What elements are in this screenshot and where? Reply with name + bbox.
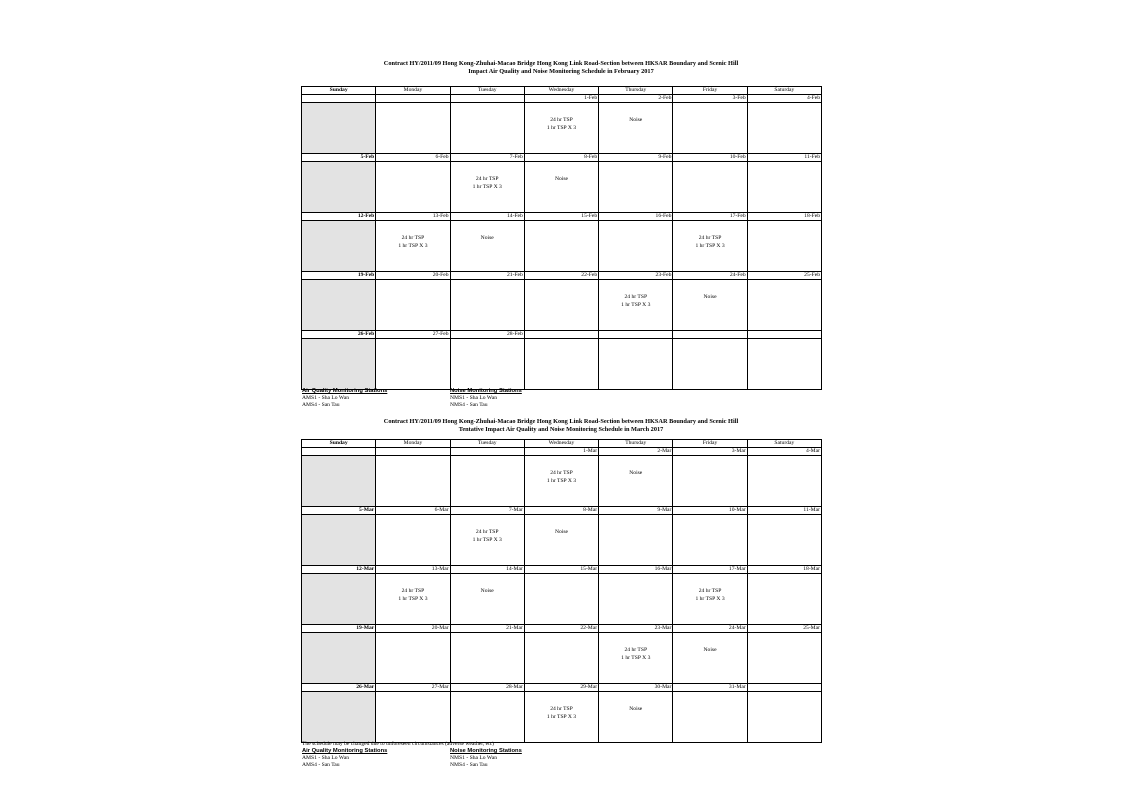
event-cell	[376, 280, 450, 331]
date-cell	[302, 95, 376, 103]
monitoring-event: 24 hr TSP 1 hr TSP X 3	[546, 706, 577, 720]
monitoring-event: 24 hr TSP 1 hr TSP X 3	[546, 117, 577, 131]
date-cell: 21-Mar	[450, 625, 524, 633]
events-row	[302, 456, 822, 507]
date-cell: 6-Feb	[376, 154, 450, 162]
noise-station-item: NMS1 - Sha Lo Wan	[450, 395, 497, 401]
date-cell: 17-Feb	[673, 213, 747, 221]
date-row	[302, 448, 822, 456]
date-cell	[302, 448, 376, 456]
monitoring-event: 24 hr TSP 1 hr TSP X 3	[695, 235, 725, 249]
event-cell	[524, 162, 598, 213]
event-cell	[747, 221, 821, 272]
date-cell: 11-Feb	[747, 154, 821, 162]
date-cell: 29-Mar	[524, 684, 598, 692]
air-legend-header: Air Quality Monitoring Stations	[302, 388, 388, 394]
feb-calendar-table	[301, 86, 822, 390]
date-cell: 5-Mar	[302, 507, 376, 515]
event-cell	[599, 574, 673, 625]
date-cell: 10-Feb	[673, 154, 747, 162]
event-cell	[302, 456, 376, 507]
weekday-header: Thursday	[599, 440, 673, 448]
event-cell	[599, 339, 673, 390]
events-row	[302, 515, 822, 566]
air-station-item: AMS4 - San Tau	[302, 402, 340, 408]
event-cell	[524, 280, 598, 331]
date-cell: 3-Mar	[673, 448, 747, 456]
events-row	[302, 280, 822, 331]
event-cell	[450, 692, 524, 743]
event-cell	[747, 692, 821, 743]
monitoring-event: 24 hr TSP 1 hr TSP X 3	[398, 235, 428, 249]
date-cell	[747, 684, 821, 692]
date-cell: 10-Mar	[673, 507, 747, 515]
event-cell	[747, 456, 821, 507]
events-row	[302, 221, 822, 272]
air-legend-header: Air Quality Monitoring Stations	[302, 748, 388, 754]
event-cell	[376, 339, 450, 390]
monitoring-event: 24 hr TSP 1 hr TSP X 3	[398, 588, 428, 602]
date-cell: 2-Mar	[599, 448, 673, 456]
event-cell	[747, 574, 821, 625]
event-cell	[450, 633, 524, 684]
event-cell	[599, 692, 673, 743]
date-cell: 2-Feb	[599, 95, 673, 103]
event-cell	[376, 221, 450, 272]
date-row	[302, 154, 822, 162]
event-cell	[673, 103, 747, 154]
monitoring-event: Noise	[703, 294, 717, 300]
events-row	[302, 162, 822, 213]
date-cell: 16-Mar	[599, 566, 673, 574]
events-row	[302, 633, 822, 684]
date-row	[302, 272, 822, 280]
date-cell: 23-Feb	[599, 272, 673, 280]
event-cell	[302, 339, 376, 390]
event-cell	[524, 633, 598, 684]
date-cell: 15-Feb	[524, 213, 598, 221]
feb-title-month: Impact Air Quality and Noise Monitoring Schedule in February 2017	[468, 68, 654, 75]
event-cell	[450, 103, 524, 154]
event-cell	[450, 280, 524, 331]
date-cell: 7-Mar	[450, 507, 524, 515]
monitoring-event: 24 hr TSP 1 hr TSP X 3	[621, 647, 651, 661]
event-cell	[524, 692, 598, 743]
date-row	[302, 507, 822, 515]
event-cell	[673, 456, 747, 507]
date-cell: 21-Feb	[450, 272, 524, 280]
monitoring-event: 24 hr TSP 1 hr TSP X 3	[695, 588, 725, 602]
date-cell: 24-Feb	[673, 272, 747, 280]
event-cell	[376, 103, 450, 154]
date-cell: 19-Feb	[302, 272, 376, 280]
event-cell	[302, 692, 376, 743]
monitoring-event: 24 hr TSP 1 hr TSP X 3	[621, 294, 651, 308]
date-row	[302, 95, 822, 103]
weekday-header-row	[302, 87, 822, 95]
event-cell	[302, 574, 376, 625]
weekday-header: Friday	[673, 87, 747, 95]
date-cell	[673, 331, 747, 339]
event-cell	[450, 456, 524, 507]
event-cell	[524, 221, 598, 272]
event-cell	[599, 515, 673, 566]
event-cell	[673, 221, 747, 272]
date-cell: 9-Feb	[599, 154, 673, 162]
date-cell: 13-Mar	[376, 566, 450, 574]
date-cell: 31-Mar	[673, 684, 747, 692]
noise-station-item: NMS4 - San Tau	[450, 402, 488, 408]
air-station-item: AMS4 - San Tau	[302, 762, 340, 768]
monitoring-event: Noise	[480, 588, 494, 594]
date-cell: 25-Feb	[747, 272, 821, 280]
event-cell	[599, 456, 673, 507]
date-cell: 14-Mar	[450, 566, 524, 574]
date-row	[302, 684, 822, 692]
date-cell	[450, 448, 524, 456]
date-cell: 28-Feb	[450, 331, 524, 339]
date-row	[302, 331, 822, 339]
noise-legend-header: Noise Monitoring Stations	[450, 748, 522, 754]
event-cell	[524, 456, 598, 507]
event-cell	[673, 574, 747, 625]
event-cell	[673, 339, 747, 390]
monitoring-event: Noise	[629, 117, 643, 123]
date-cell: 4-Feb	[747, 95, 821, 103]
monitoring-event: 24 hr TSP 1 hr TSP X 3	[546, 470, 577, 484]
air-station-item: AMS1 - Sha Lo Wan	[302, 755, 349, 761]
event-cell	[747, 280, 821, 331]
event-cell	[376, 692, 450, 743]
event-cell	[524, 574, 598, 625]
event-cell	[673, 515, 747, 566]
feb-air-legend	[302, 388, 387, 409]
events-row	[302, 574, 822, 625]
weekday-header: Monday	[376, 440, 450, 448]
date-row	[302, 213, 822, 221]
event-cell	[524, 103, 598, 154]
mar-schedule-title	[300, 418, 822, 434]
event-cell	[376, 633, 450, 684]
mar-calendar-table	[301, 439, 822, 743]
event-cell	[302, 515, 376, 566]
date-cell	[599, 331, 673, 339]
date-cell: 27-Feb	[376, 331, 450, 339]
date-cell: 30-Mar	[599, 684, 673, 692]
event-cell	[302, 280, 376, 331]
date-cell: 12-Feb	[302, 213, 376, 221]
weekday-header: Wednesday	[524, 440, 598, 448]
date-cell: 28-Mar	[450, 684, 524, 692]
date-cell	[747, 331, 821, 339]
date-cell: 3-Feb	[673, 95, 747, 103]
weekday-header: Saturday	[747, 87, 821, 95]
date-cell: 4-Mar	[747, 448, 821, 456]
date-cell	[450, 95, 524, 103]
event-cell	[673, 633, 747, 684]
date-cell	[524, 331, 598, 339]
date-row	[302, 566, 822, 574]
weekday-header: Sunday	[302, 440, 376, 448]
event-cell	[302, 633, 376, 684]
event-cell	[673, 162, 747, 213]
date-cell: 25-Mar	[747, 625, 821, 633]
weekday-header: Sunday	[302, 87, 376, 95]
noise-station-item: NMS4 - San Tau	[450, 762, 488, 768]
date-cell	[376, 448, 450, 456]
monitoring-event: Noise	[480, 235, 494, 241]
monitoring-event: Noise	[629, 470, 643, 476]
event-cell	[599, 633, 673, 684]
air-station-item: AMS1 - Sha Lo Wan	[302, 395, 349, 401]
date-cell: 11-Mar	[747, 507, 821, 515]
monitoring-event: Noise	[554, 529, 569, 535]
date-cell: 17-Mar	[673, 566, 747, 574]
date-cell: 14-Feb	[450, 213, 524, 221]
feb-schedule-title	[300, 60, 822, 76]
schedule-footnote: The schedule may be changed due to unforeseen circumstances (adverse weather, etc)	[302, 741, 495, 747]
mar-noise-legend	[450, 748, 522, 769]
event-cell	[376, 574, 450, 625]
date-cell: 8-Feb	[524, 154, 598, 162]
event-cell	[450, 339, 524, 390]
event-cell	[376, 515, 450, 566]
feb-noise-legend	[450, 388, 522, 409]
event-cell	[450, 515, 524, 566]
date-cell: 26-Mar	[302, 684, 376, 692]
noise-station-item: NMS1 - Sha Lo Wan	[450, 755, 497, 761]
date-cell: 20-Feb	[376, 272, 450, 280]
events-row	[302, 103, 822, 154]
event-cell	[302, 221, 376, 272]
weekday-header: Tuesday	[450, 440, 524, 448]
date-cell: 18-Mar	[747, 566, 821, 574]
monitoring-event: Noise	[629, 706, 643, 712]
date-cell: 27-Mar	[376, 684, 450, 692]
date-cell: 8-Mar	[524, 507, 598, 515]
mar-title-contract: Contract HY/2011/09 Hong Kong-Zhuhai-Macao Bridge Hong Kong Link Road-Section between HKSAR Boundary and Scenic Hill	[383, 418, 739, 425]
noise-legend-header: Noise Monitoring Stations	[450, 388, 522, 394]
event-cell	[376, 162, 450, 213]
event-cell	[599, 280, 673, 331]
event-cell	[747, 103, 821, 154]
date-cell: 15-Mar	[524, 566, 598, 574]
date-cell: 23-Mar	[599, 625, 673, 633]
event-cell	[524, 339, 598, 390]
weekday-header: Monday	[376, 87, 450, 95]
monitoring-event: Noise	[554, 176, 569, 182]
date-row	[302, 625, 822, 633]
date-cell: 22-Feb	[524, 272, 598, 280]
date-cell: 16-Feb	[599, 213, 673, 221]
date-cell: 24-Mar	[673, 625, 747, 633]
date-cell: 20-Mar	[376, 625, 450, 633]
event-cell	[599, 162, 673, 213]
event-cell	[524, 515, 598, 566]
monitoring-event: 24 hr TSP 1 hr TSP X 3	[472, 176, 502, 190]
event-cell	[376, 456, 450, 507]
date-cell: 12-Mar	[302, 566, 376, 574]
mar-title-month: Tentative Impact Air Quality and Noise Monitoring Schedule in March 2017	[458, 426, 664, 433]
event-cell	[747, 515, 821, 566]
date-cell: 6-Mar	[376, 507, 450, 515]
date-cell	[376, 95, 450, 103]
weekday-header: Saturday	[747, 440, 821, 448]
weekday-header: Wednesday	[524, 87, 598, 95]
event-cell	[599, 221, 673, 272]
monitoring-event: Noise	[703, 647, 717, 653]
monitoring-event: 24 hr TSP 1 hr TSP X 3	[472, 529, 502, 543]
events-row	[302, 692, 822, 743]
date-cell: 26-Feb	[302, 331, 376, 339]
event-cell	[747, 339, 821, 390]
date-cell: 18-Feb	[747, 213, 821, 221]
weekday-header-row	[302, 440, 822, 448]
event-cell	[450, 221, 524, 272]
date-cell: 5-Feb	[302, 154, 376, 162]
event-cell	[450, 574, 524, 625]
weekday-header: Tuesday	[450, 87, 524, 95]
event-cell	[673, 692, 747, 743]
events-row	[302, 339, 822, 390]
date-cell: 22-Mar	[524, 625, 598, 633]
event-cell	[673, 280, 747, 331]
feb-title-contract: Contract HY/2011/09 Hong Kong-Zhuhai-Macao Bridge Hong Kong Link Road-Section between HKSAR Boundary and Scenic Hill	[383, 60, 739, 67]
event-cell	[302, 162, 376, 213]
date-cell: 13-Feb	[376, 213, 450, 221]
date-cell: 1-Mar	[524, 448, 598, 456]
date-cell: 1-Feb	[524, 95, 598, 103]
event-cell	[747, 633, 821, 684]
date-cell: 7-Feb	[450, 154, 524, 162]
event-cell	[747, 162, 821, 213]
weekday-header: Thursday	[599, 87, 673, 95]
event-cell	[599, 103, 673, 154]
event-cell	[302, 103, 376, 154]
mar-air-legend	[302, 748, 387, 769]
date-cell: 19-Mar	[302, 625, 376, 633]
date-cell: 9-Mar	[599, 507, 673, 515]
event-cell	[450, 162, 524, 213]
weekday-header: Friday	[673, 440, 747, 448]
